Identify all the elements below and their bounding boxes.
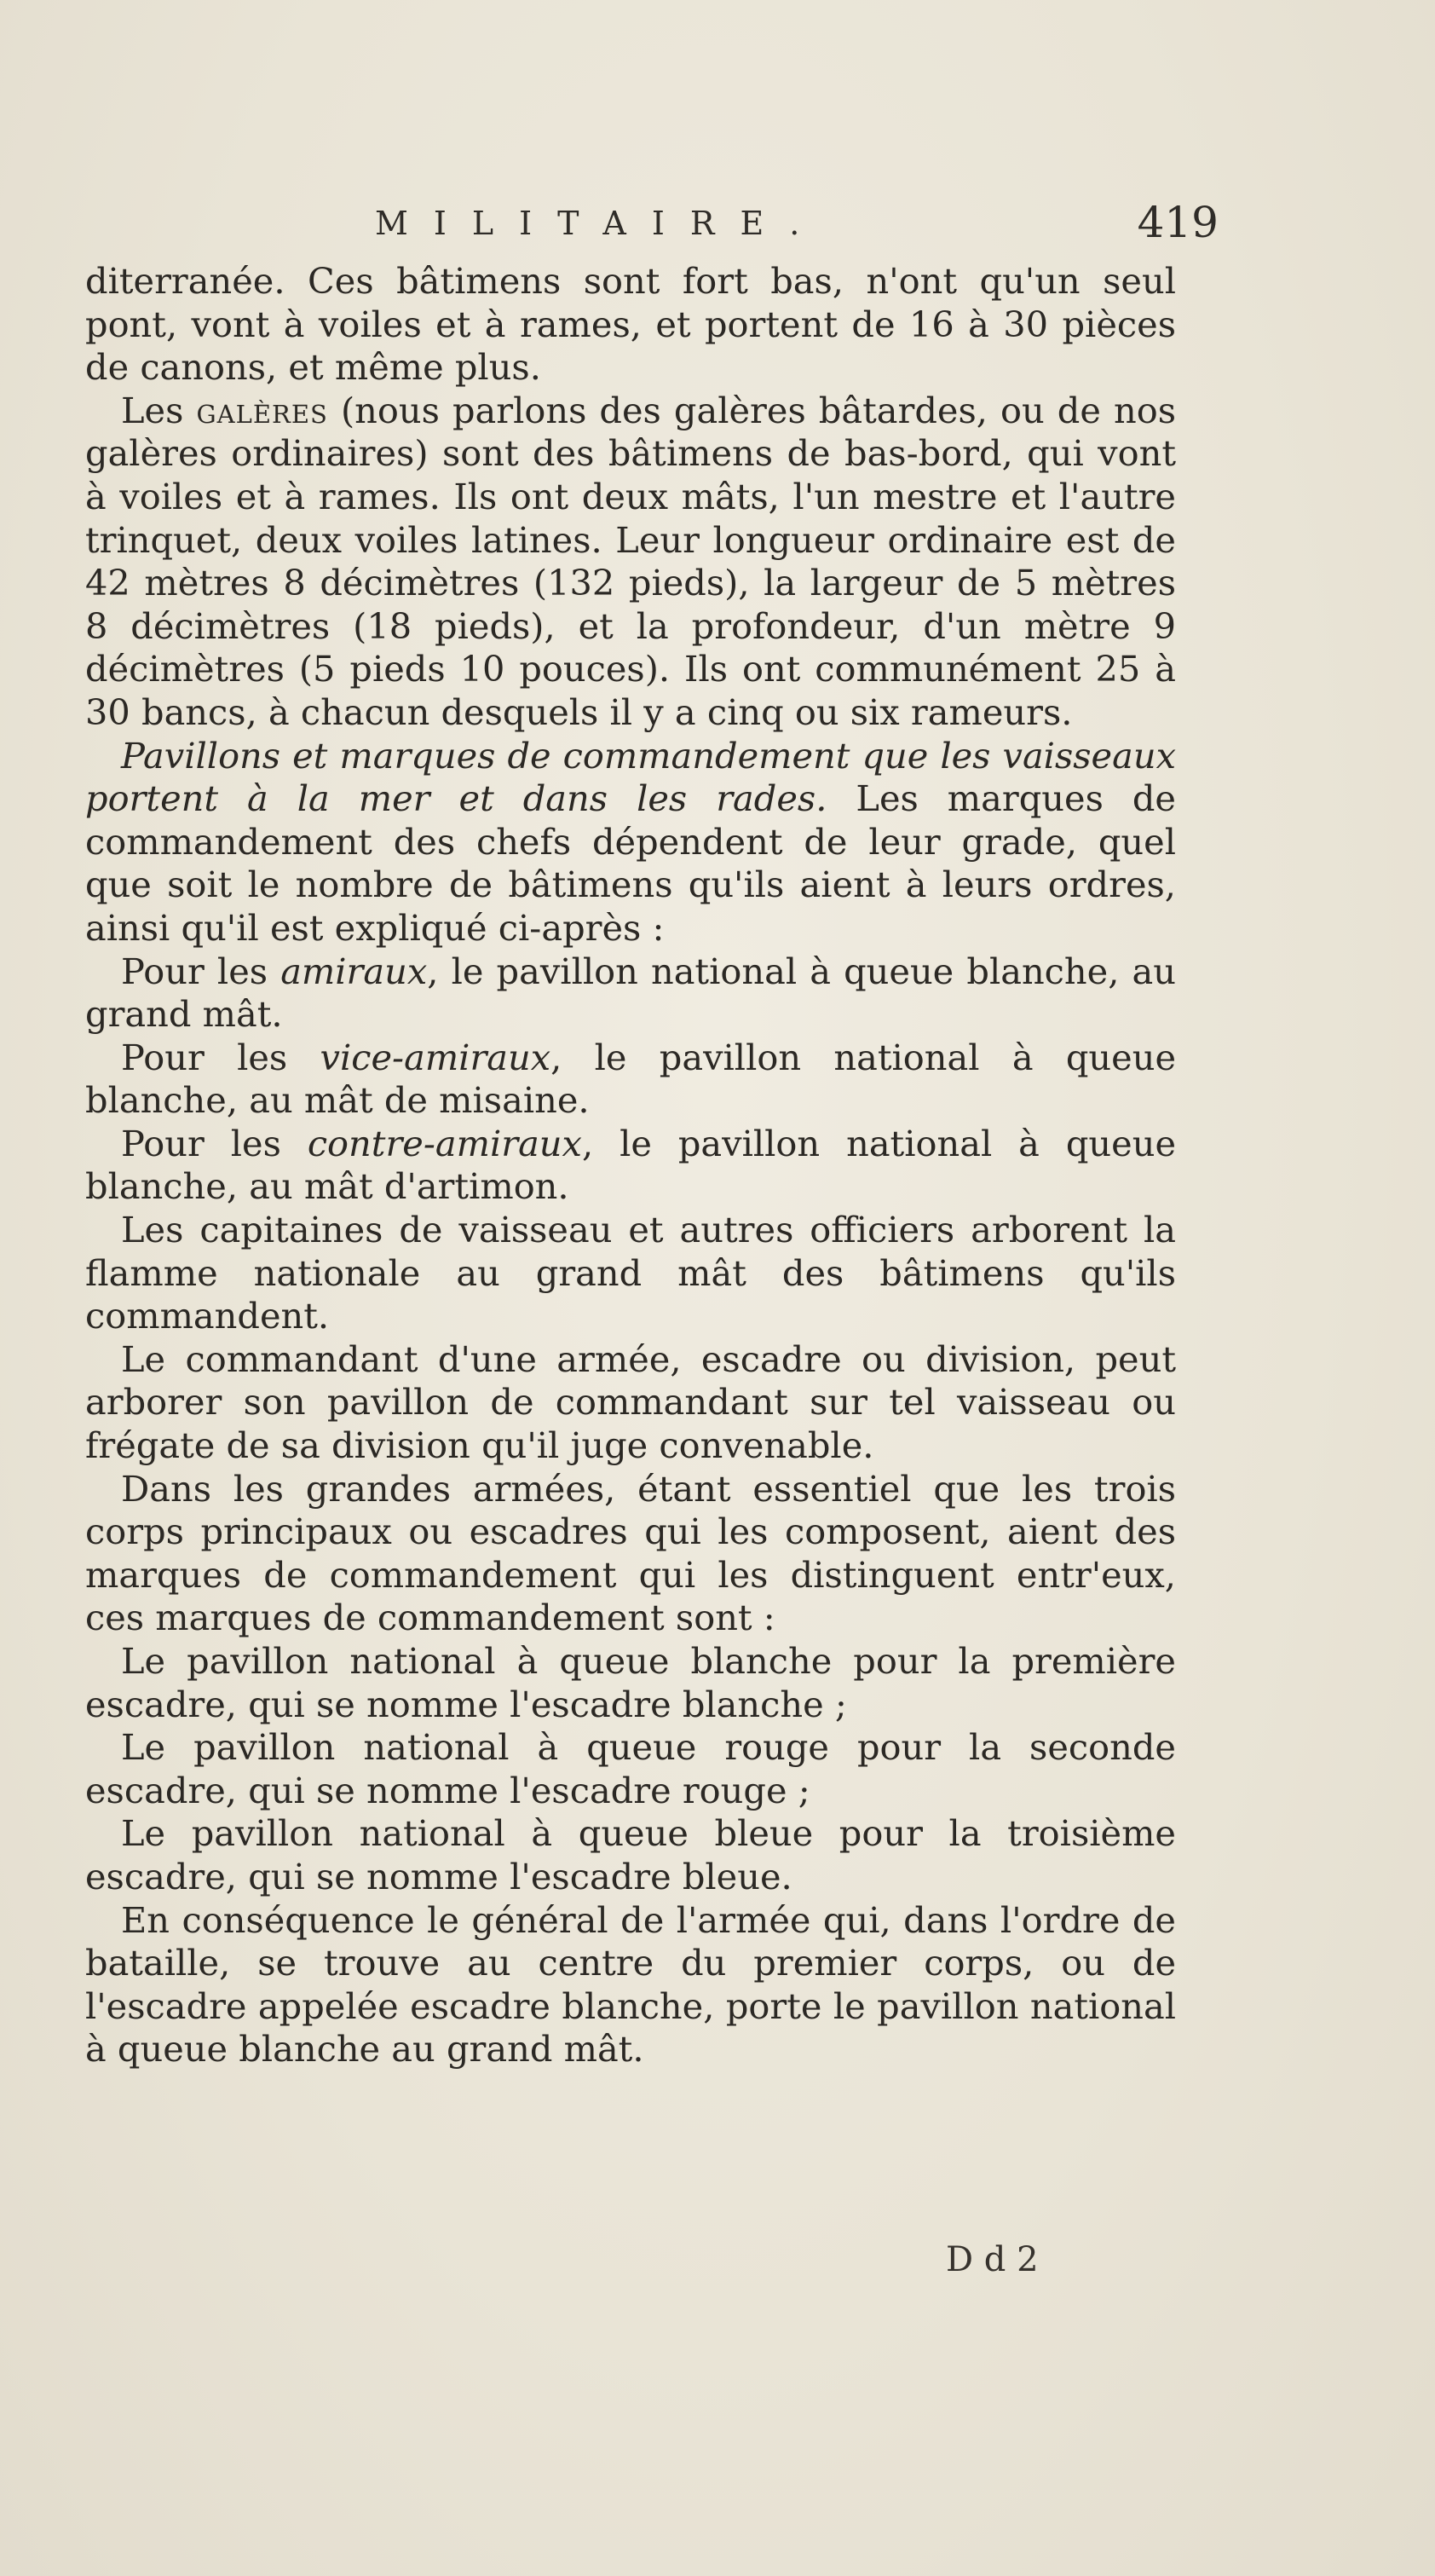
text-run: Dans les grandes armées, étant essentiel que les trois corps principaux ou escadres qui les composent, aient des marques de commandement qui les distinguent entr'eux, ces marques de commandement sont : [85,1467,1176,1639]
running-head: MILITAIRE. [375,205,826,242]
italic-text: contre-amiraux [307,1122,582,1164]
text-run: Pour les [121,1122,308,1164]
page-header [358,198,1219,264]
italic-text: Pavillons et marques de commandement que les vaisseaux portent à la mer et dans les rades. [85,734,1176,820]
text-run: diterranée. Ces bâtimens sont fort bas, n'ont qu'un seul pont, vont à voiles et à rames, et portent de 16 à 30 pièces de canons, et même plus. [85,260,1176,389]
italic-text: amiraux [280,950,428,992]
text-run: Le pavillon national à queue blanche pour la première escadre, qui se nomme l'escadre blanche ; [85,1640,1176,1725]
paragraph [85,1468,1176,1640]
paragraph [85,1123,1176,1209]
paragraph [85,1037,1176,1123]
text-run: Le commandant d'une armée, escadre ou division, peut arborer son pavillon de commandant sur tel vaisseau ou frégate de sa division qu'il juge convenable. [85,1337,1176,1467]
paragraph [85,950,1176,1037]
text-run: Pour les [121,950,281,992]
text-run: En conséquence le général de l'armée qui, dans l'ordre de bataille, se trouve au centre du premier corps, ou de l'escadre appelée escadre blanche, porte le pavillon national à queue blanche au grand mât. [85,1898,1176,2071]
text-run: Les capitaines de vaisseau et autres officiers arborent la flamme nationale au grand mât des bâtimens qu'ils commandent. [85,1209,1176,1337]
text-run: Les marques de commandement des chefs dépendent de leur grade, quel que soit le nombre de bâtimens qu'ils aient à leurs ordres, ainsi qu'il est expliqué ci-après : [85,777,1176,949]
text-run: , le pavillon national à queue blanche, au grand mât. [85,950,1176,1036]
text-run: (nous parlons des galères bâtardes, ou de nos galères ordinaires) sont des bâtimens de bas-bord, qui vont à voiles et à rames. Ils ont deux mâts, l'un mestre et l'autre trinquet, deux voiles latines. Leur longueur ordinaire est de 42 mètres 8 décimètres (132 pieds), la largeur de 5 mètres 8 décimètres (18 pieds), et la profondeur, d'un mètre 9 décimètres (5 pieds 10 pouces). Ils ont communément 25 à 30 bancs, à chacun desquels il y a cinq ou six rameurs. [85,389,1176,733]
text-run: , le pavillon national à queue blanche, au mât de misaine. [85,1036,1176,1122]
paragraph [85,1899,1176,2071]
text-run: Les [121,389,197,431]
paragraph [85,260,1176,390]
paragraph [85,1812,1176,1898]
paragraph [85,1338,1176,1468]
small-caps-text: galères [196,389,328,431]
text-run: Le pavillon national à queue rouge pour la seconde escadre, qui se nomme l'escadre rouge ; [85,1726,1176,1811]
text-run: Le pavillon national à queue bleue pour la troisième escadre, qui se nomme l'escadre bleue. [85,1812,1176,1897]
signature-mark: D d 2 [946,2240,1039,2279]
body-text [85,260,1176,2071]
text-run: Pour les [121,1036,320,1078]
paragraph [85,1726,1176,1812]
page-number: 419 [1137,198,1219,247]
text-run: , le pavillon national à queue blanche, au mât d'artimon. [85,1122,1176,1208]
paragraph [85,1209,1176,1338]
italic-text: vice-amiraux [320,1036,551,1078]
paragraph [85,390,1176,735]
paragraph [85,735,1176,950]
paragraph [85,1640,1176,1726]
